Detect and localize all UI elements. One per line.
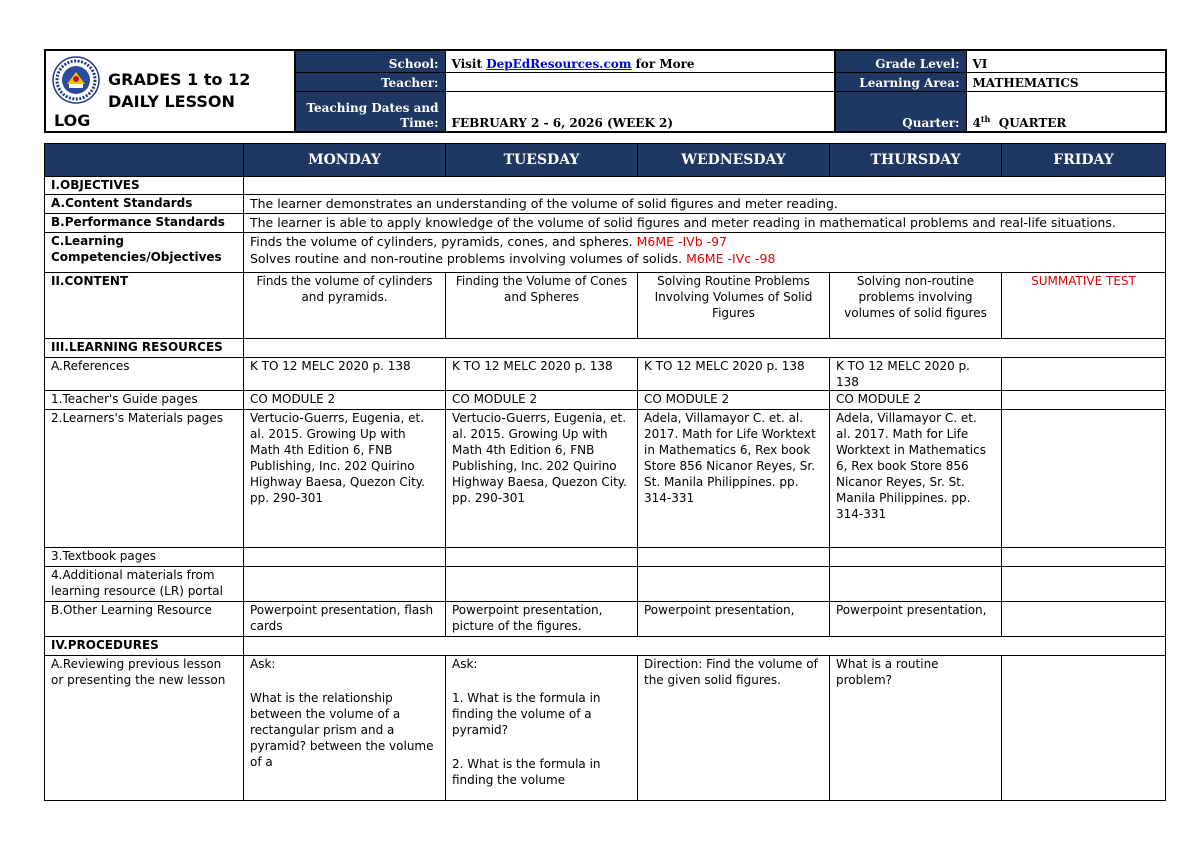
other-friday [1002, 602, 1166, 637]
review-tuesday-q2: 2. What is the formula in finding the volume [452, 757, 601, 787]
day-thursday: THURSDAY [830, 144, 1002, 177]
lm-wednesday: Adela, Villamayor C. et. al. 2017. Math for Life Worktext in Mathematics 6, Rex book Store 856 Nicanor Reyes, Sr. St. Manila Philippines. pp. 314-331 [638, 410, 830, 548]
competencies-cell [244, 233, 1166, 273]
ref-friday [1002, 358, 1166, 391]
textbook-label: 3.Textbook pages [45, 548, 244, 567]
textbook-friday [1002, 548, 1166, 567]
ref-monday: K TO 12 MELC 2020 p. 138 [244, 358, 446, 391]
review-monday [244, 656, 446, 801]
additional-tuesday [446, 567, 638, 602]
additional-wednesday [638, 567, 830, 602]
review-tuesday [446, 656, 638, 801]
learning-area-label: Learning Area: [835, 72, 966, 91]
textbook-tuesday [446, 548, 638, 567]
competency-2-code: M6ME -IVc -98 [686, 251, 776, 266]
quarter-value [966, 91, 1166, 132]
other-wednesday: Powerpoint presentation, [638, 602, 830, 637]
textbook-monday [244, 548, 446, 567]
title-line-2: DAILY LESSON [108, 92, 235, 111]
content-wednesday: Solving Routine Problems Involving Volumes of Solid Figures [638, 273, 830, 339]
competency-1-text: Finds the volume of cylinders, pyramids, cones, and spheres. [250, 234, 637, 249]
objectives-empty [244, 177, 1166, 195]
ref-thursday: K TO 12 MELC 2020 p. 138 [830, 358, 1002, 391]
header-table [44, 49, 1167, 133]
performance-standards-label: B.Performance Standards [45, 214, 244, 233]
deped-resources-link[interactable]: DepEdResources.com [486, 56, 632, 71]
additional-friday [1002, 567, 1166, 602]
review-monday-question: What is the relationship between the volume of a rectangular prism and a pyramid? between the volume of a [250, 691, 434, 769]
quarter-label: Quarter: [835, 91, 966, 132]
competency-1-code: M6ME -IVb -97 [636, 234, 728, 249]
school-value [445, 50, 835, 72]
day-header-blank [45, 144, 244, 177]
school-label: School: [295, 50, 445, 72]
textbook-wednesday [638, 548, 830, 567]
ref-tuesday: K TO 12 MELC 2020 p. 138 [446, 358, 638, 391]
review-monday-ask: Ask: [250, 657, 276, 671]
learning-resources-empty [244, 339, 1166, 358]
other-resources-label: B.Other Learning Resource [45, 602, 244, 637]
content-tuesday: Finding the Volume of Cones and Spheres [446, 273, 638, 339]
quarter-suffix: th [980, 114, 991, 124]
day-tuesday: TUESDAY [446, 144, 638, 177]
grade-level-value: VI [966, 50, 1166, 72]
content-thursday: Solving non-routine problems involving volumes of solid figures [830, 273, 1002, 339]
day-monday: MONDAY [244, 144, 446, 177]
other-tuesday: Powerpoint presentation, picture of the figures. [446, 602, 638, 637]
lm-thursday: Adela, Villamayor C. et. al. 2017. Math for Life Worktext in Mathematics 6, Rex book Store 856 Nicanor Reyes, Sr. St. Manila Philippines. pp. 314-331 [830, 410, 1002, 548]
teachers-guide-label: 1.Teacher's Guide pages [45, 391, 244, 410]
dates-label-line2: Time: [400, 116, 439, 130]
teaching-dates-value: FEBRUARY 2 - 6, 2026 (WEEK 2) [445, 91, 835, 132]
dates-label-line1: Teaching Dates and [306, 101, 439, 115]
procedures-label: IV.PROCEDURES [45, 637, 244, 656]
ref-wednesday: K TO 12 MELC 2020 p. 138 [638, 358, 830, 391]
teaching-dates-label [295, 91, 445, 132]
learning-resources-label: III.LEARNING RESOURCES [45, 339, 244, 358]
review-tuesday-q1: 1. What is the formula in finding the volume of a pyramid? [452, 691, 601, 737]
content-label: II.CONTENT [45, 273, 244, 339]
quarter-number: 4 [972, 116, 981, 130]
performance-standards-text: The learner is able to apply knowledge of the volume of solid figures and meter reading in mathematical problems and real-life situations. [244, 214, 1166, 233]
objectives-label: I.OBJECTIVES [45, 177, 244, 195]
learners-materials-label: 2.Learners's Materials pages [45, 410, 244, 548]
procedures-empty [244, 637, 1166, 656]
title-line-3: LOG [54, 111, 91, 130]
content-monday: Finds the volume of cylinders and pyramids. [244, 273, 446, 339]
additional-thursday [830, 567, 1002, 602]
reviewing-lesson-label: A.Reviewing previous lesson or presenting the new lesson [45, 656, 244, 801]
day-friday: FRIDAY [1002, 144, 1166, 177]
additional-monday [244, 567, 446, 602]
review-friday [1002, 656, 1166, 801]
teacher-label: Teacher: [295, 72, 445, 91]
learning-area-value: MATHEMATICS [966, 72, 1166, 91]
review-wednesday: Direction: Find the volume of the given solid figures. [638, 656, 830, 801]
references-label: A.References [45, 358, 244, 391]
content-standards-text: The learner demonstrates an understanding of the volume of solid figures and meter reading. [244, 195, 1166, 214]
competencies-label: C.Learning Competencies/Objectives [45, 233, 244, 273]
tg-monday: CO MODULE 2 [244, 391, 446, 410]
lm-monday: Vertucio-Guerrs, Eugenia, et. al. 2015. Growing Up with Math 4th Edition 6, FNB Publishing, Inc. 202 Quirino Highway Baesa, Quezon City. pp. 290-301 [244, 410, 446, 548]
tg-friday [1002, 391, 1166, 410]
review-thursday: What is a routine problem? [830, 656, 1002, 801]
quarter-word: QUARTER [998, 116, 1067, 130]
tg-tuesday: CO MODULE 2 [446, 391, 638, 410]
teacher-value [445, 72, 835, 91]
lesson-log-table [44, 143, 1166, 801]
logo-title-cell [45, 50, 295, 132]
content-standards-label: A.Content Standards [45, 195, 244, 214]
other-monday: Powerpoint presentation, flash cards [244, 602, 446, 637]
day-wednesday: WEDNESDAY [638, 144, 830, 177]
grade-level-label: Grade Level: [835, 50, 966, 72]
other-thursday: Powerpoint presentation, [830, 602, 1002, 637]
textbook-thursday [830, 548, 1002, 567]
competency-1 [250, 233, 1159, 250]
deped-seal-icon [52, 56, 100, 104]
tg-thursday: CO MODULE 2 [830, 391, 1002, 410]
review-tuesday-ask: Ask: [452, 657, 478, 671]
additional-materials-label: 4.Additional materials from learning resource (LR) portal [45, 567, 244, 602]
lm-friday [1002, 410, 1166, 548]
day-header-row [45, 144, 1166, 177]
competency-2-text: Solves routine and non-routine problems involving volumes of solids. [250, 251, 687, 266]
content-friday: SUMMATIVE TEST [1002, 273, 1166, 339]
tg-wednesday: CO MODULE 2 [638, 391, 830, 410]
lm-tuesday: Vertucio-Guerrs, Eugenia, et. al. 2015. Growing Up with Math 4th Edition 6, FNB Publishing, Inc. 202 Quirino Highway Baesa, Quezon City. pp. 290-301 [446, 410, 638, 548]
school-suffix: for More [631, 56, 695, 71]
school-prefix: Visit [451, 56, 487, 71]
competency-2 [250, 250, 1159, 267]
title-line-1: GRADES 1 to 12 [108, 70, 251, 89]
